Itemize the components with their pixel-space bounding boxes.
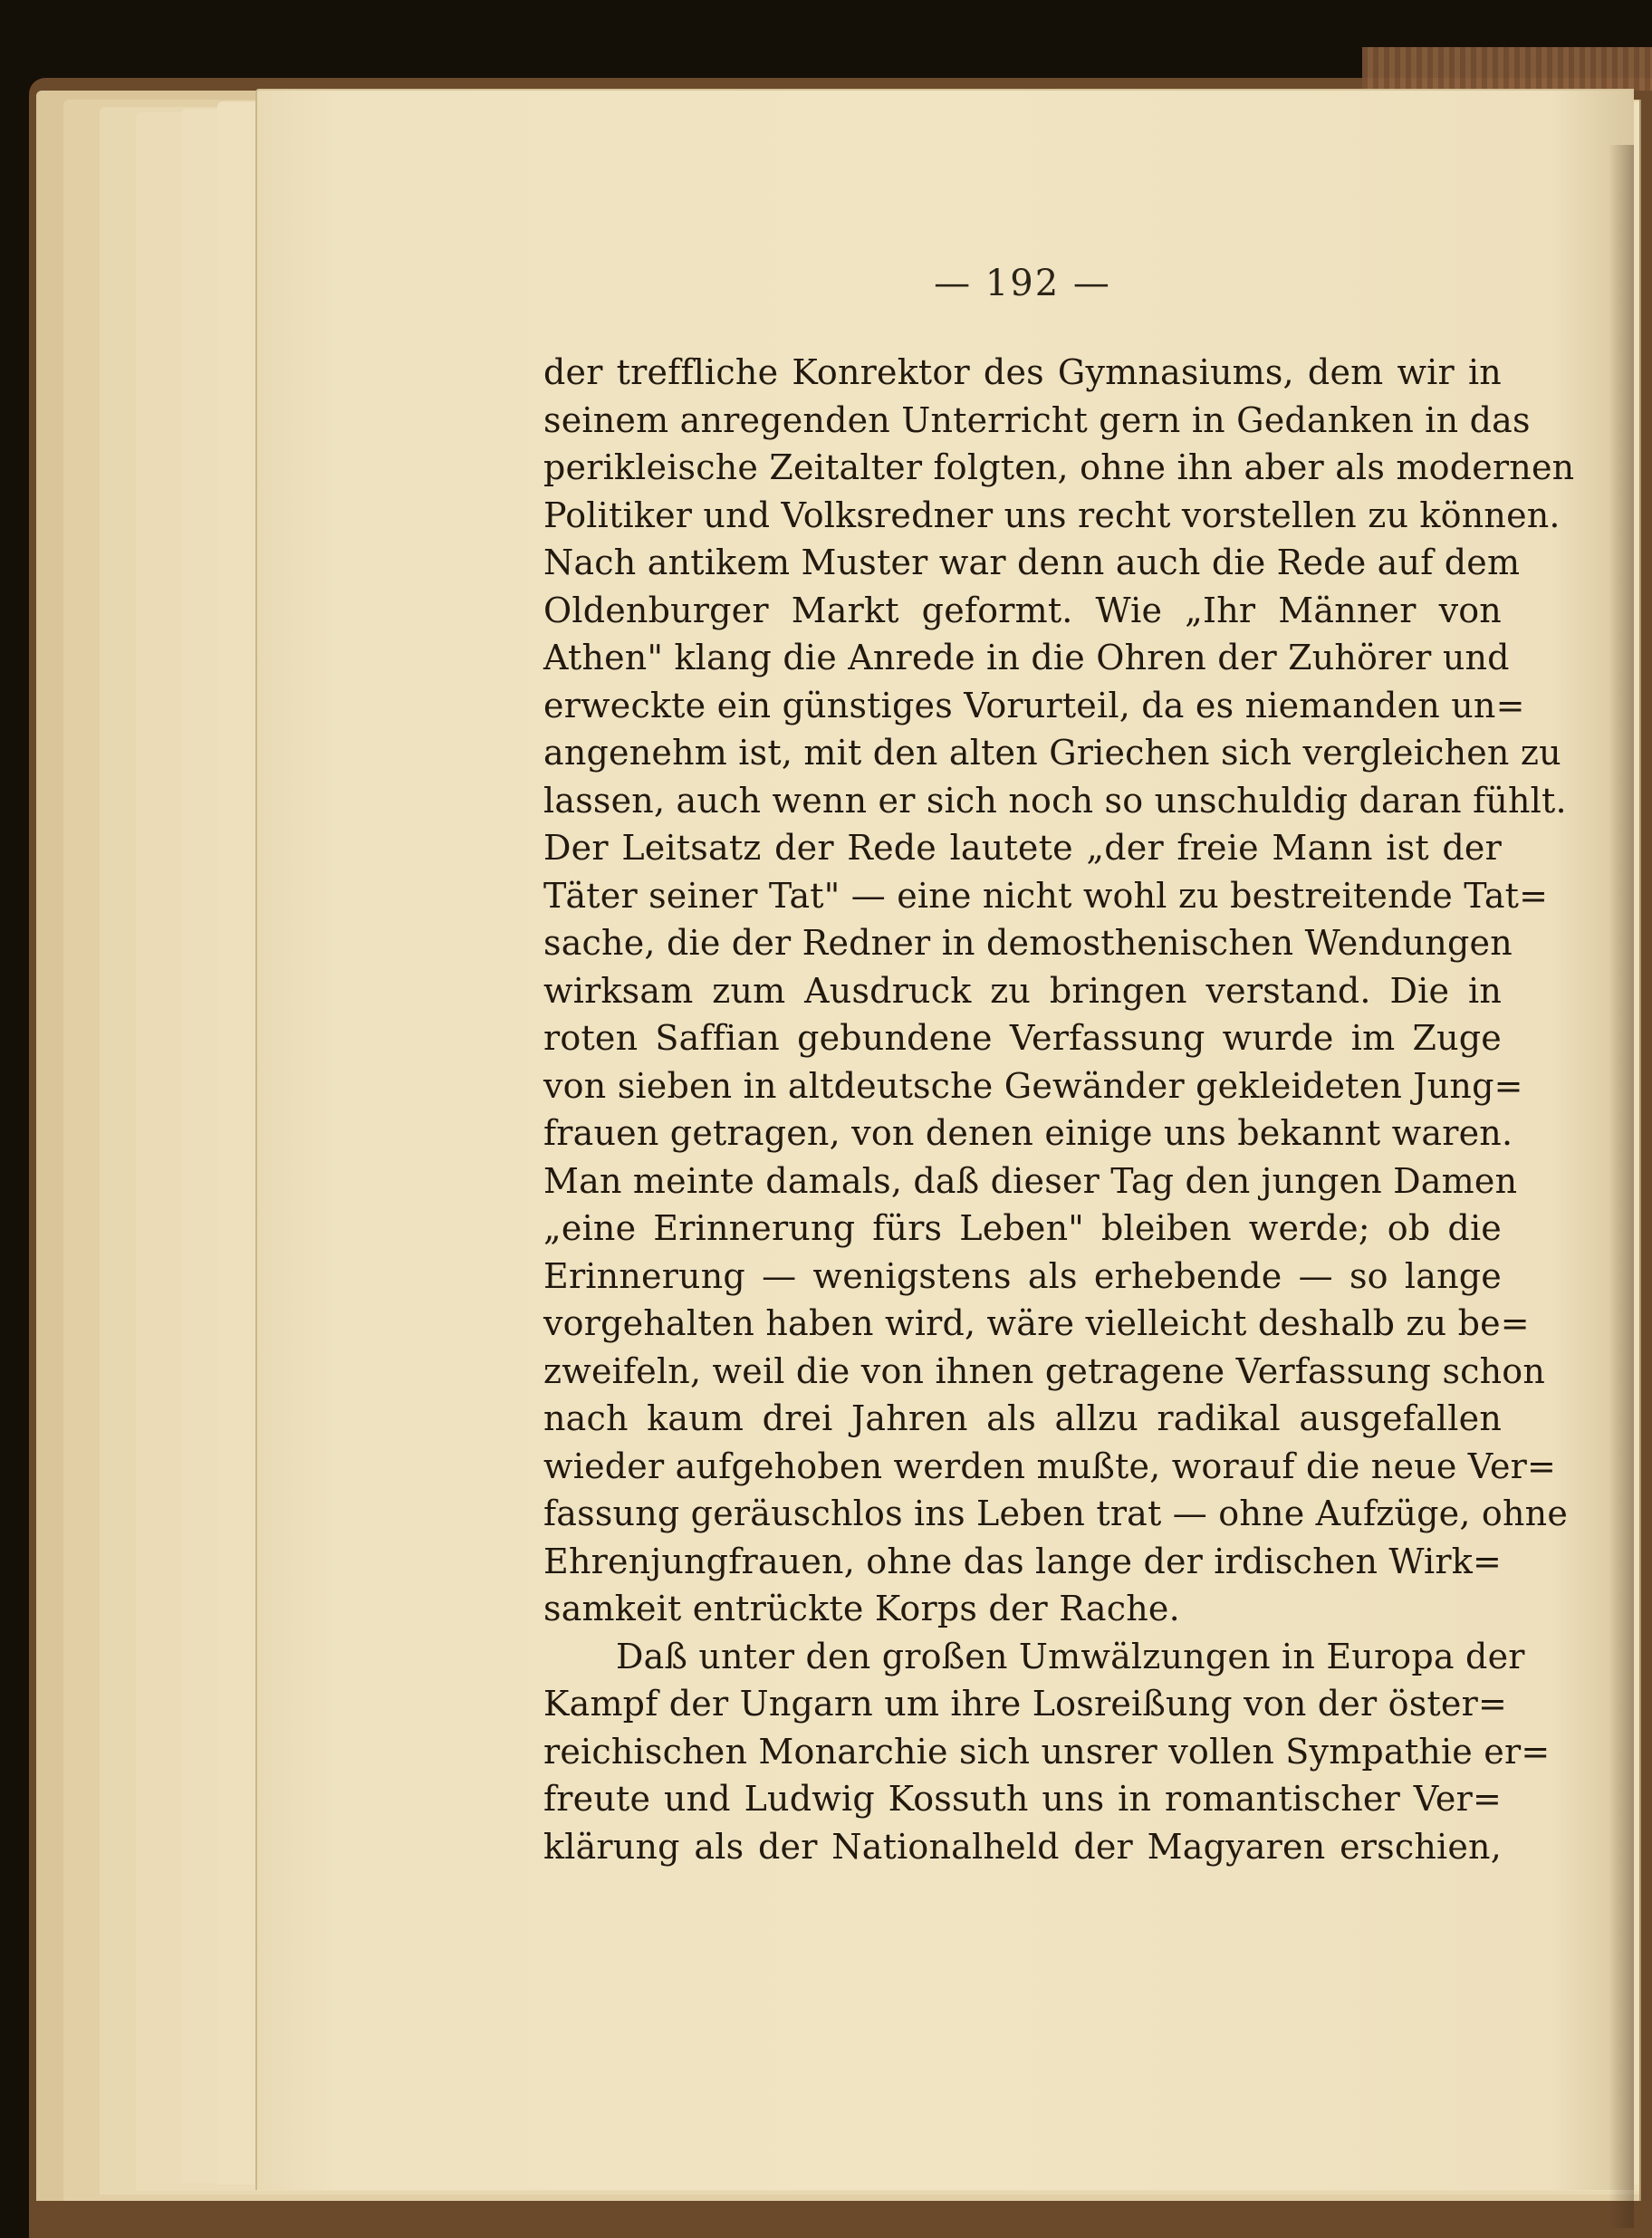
text-line: wirksam zum Ausdruck zu bringen verstand. Die in: [543, 970, 1502, 1011]
text-line: wieder aufgehoben werden mußte, worauf die neue Ver=: [543, 1446, 1557, 1486]
text-line: Kampf der Ungarn um ihre Losreißung von der öster=: [543, 1684, 1507, 1724]
text-line: reichischen Monarchie sich unsrer vollen Sympathie er=: [543, 1731, 1551, 1772]
page-gutter-shadow: [1609, 145, 1634, 2228]
text-line: vorgehalten haben wird, wäre vielleicht deshalb zu be=: [543, 1303, 1530, 1343]
text-line: Daß unter den großen Umwälzungen in Europa der: [616, 1636, 1525, 1676]
page-number: — 192 —: [934, 263, 1111, 304]
text-line: lassen, auch wenn er sich noch so unschuldig daran fühlt.: [543, 780, 1567, 821]
text-line: Ehrenjungfrauen, ohne das lange der irdischen Wirk=: [543, 1541, 1502, 1581]
text-line: der treffliche Konrektor des Gymnasiums, dem wir in: [543, 352, 1502, 392]
binding-cloth: [1362, 47, 1652, 91]
text-line: von sieben in altdeutsche Gewänder gekleideten Jung=: [543, 1065, 1523, 1106]
text-line: samkeit entrückte Korps der Rache.: [543, 1589, 1180, 1628]
text-line: sache, die der Redner in demosthenischen Wendungen: [543, 923, 1513, 963]
text-line: zweifeln, weil die von ihnen getragene Verfassung schon: [543, 1350, 1546, 1391]
text-line: fassung geräuschlos ins Leben trat — ohne Aufzüge, ohne: [543, 1494, 1569, 1533]
text-line: angenehm ist, mit den alten Griechen sich vergleichen zu: [543, 733, 1561, 773]
text-line: Athen" klang die Anrede in die Ohren der Zuhörer und: [543, 638, 1510, 677]
text-line: nach kaum drei Jahren als allzu radikal ausgefallen: [543, 1398, 1502, 1438]
text-line: Nach antikem Muster war denn auch die Rede auf dem: [543, 543, 1521, 582]
text-line: freute und Ludwig Kossuth uns in romantischer Ver=: [543, 1779, 1502, 1819]
text-line: Politiker und Volksredner uns recht vorstellen zu können.: [543, 495, 1561, 535]
text-line: perikleische Zeitalter folgten, ohne ihn aber als modernen: [543, 447, 1575, 487]
text-line: erweckte ein günstiges Vorurteil, da es niemanden un=: [543, 685, 1525, 725]
text-line: klärung als der Nationalheld der Magyaren erschien,: [543, 1826, 1502, 1867]
text-line: Oldenburger Markt geformt. Wie „Ihr Männer von: [543, 590, 1502, 630]
text-line: seinem anregenden Unterricht gern in Gedanken in das: [543, 399, 1531, 440]
text-line: roten Saffian gebundene Verfassung wurde im Zuge: [543, 1018, 1502, 1058]
body-text: [543, 349, 1575, 1870]
text-line: Man meinte damals, daß dieser Tag den jungen Damen: [543, 1160, 1518, 1201]
text-line: Erinnerung — wenigstens als erhebende — so lange: [543, 1255, 1502, 1296]
text-line: Täter seiner Tat" — eine nicht wohl zu bestreitende Tat=: [543, 875, 1549, 916]
text-line: „eine Erinnerung fürs Leben" bleiben werde; ob die: [543, 1208, 1502, 1248]
text-line: Der Leitsatz der Rede lautete „der freie Mann ist der: [543, 828, 1502, 868]
text-line: frauen getragen, von denen einige uns bekannt waren.: [543, 1113, 1513, 1153]
